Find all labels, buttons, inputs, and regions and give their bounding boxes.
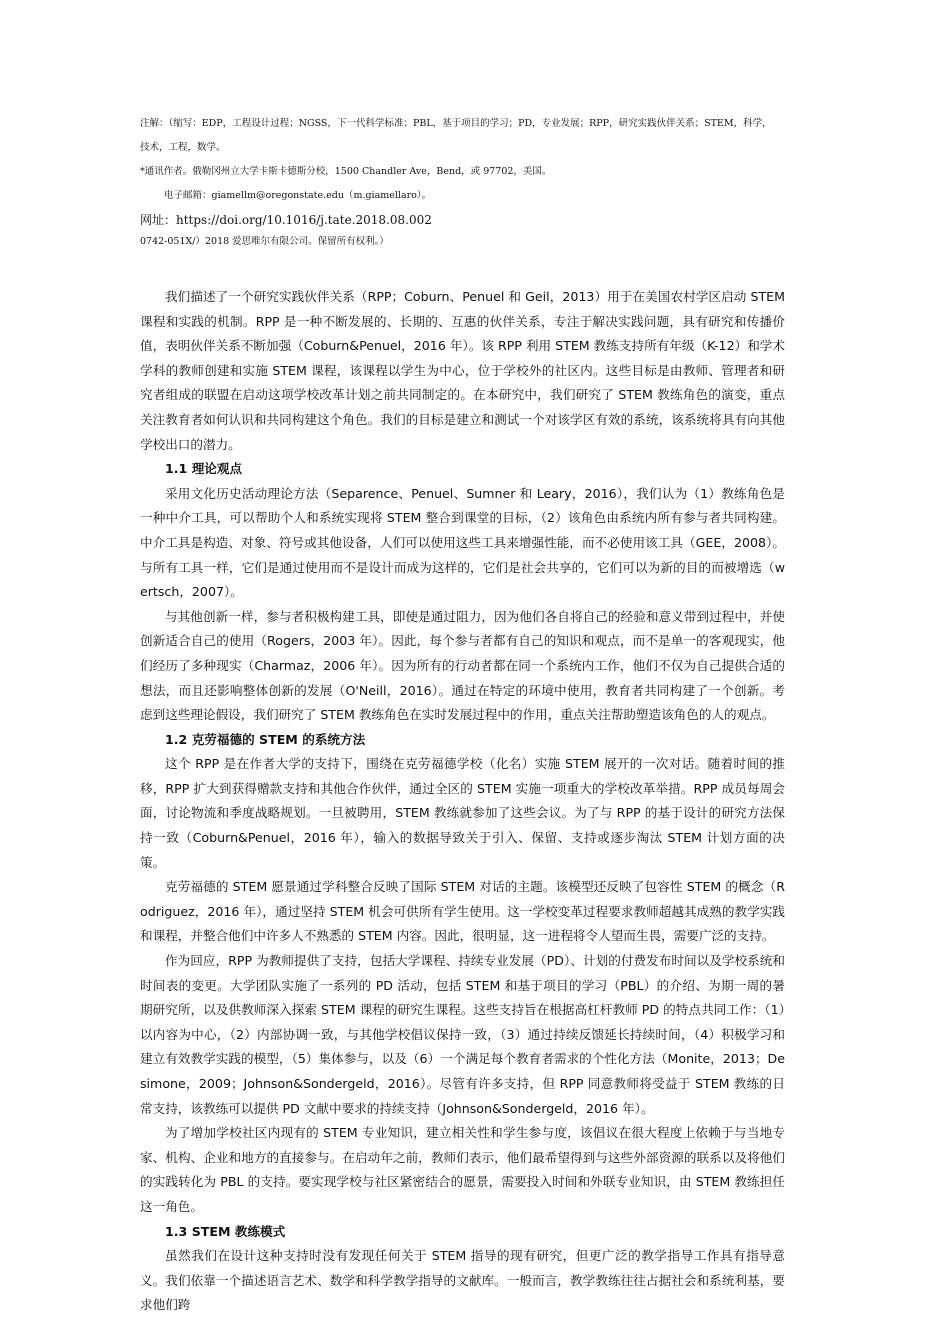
paragraph-theory-2: 与其他创新一样，参与者积极构建工具，即使是通过阻力，因为他们各自将自己的经验和意义带到过程中，并使创新适合自己的使用（Rogers，2003 年）。因此，每个参与者都有自己的知识和观点，而不是单一的客观现实，他们经历了多种现实（Charmaz，2006 年）。因为所有的行动者都在同一个系统内工作，他们不仅为自己提供合适的想法，而且还影响整体创新的发展（O'Neill，2016）。通过在特定的环境中使用，教育者共同构建了一个创新。考虑到这些理论假设，我们研究了 STEM 教练角色在实时发展过程中的作用，重点关注帮助塑造该角色的人的观点。 <box>140 608 785 723</box>
section-heading-crawford: 1.2 克劳福德的 STEM 的系统方法 <box>165 731 366 747</box>
front-matter-notes <box>140 112 790 254</box>
corresponding-author-note: *通讯作者。俄勒冈州立大学卡斯卡德斯分校，1500 Chandler Ave，Bend，或 97702，美国。 <box>140 166 552 177</box>
article-body <box>140 285 785 1318</box>
email-note: 电子邮箱：giamellm@oregonstate.edu（m.giamellaro）。 <box>164 190 432 201</box>
paragraph-intro: 我们描述了一个研究实践伙伴关系（RPP；Coburn、Penuel 和 Geil，2013）用于在美国农村学区启动 STEM 课程和实践的机制。RPP 是一种不断发展的、长期的、互惠的伙伴关系，专注于解决实践问题，具有研究和传播价值，表明伙伴关系不断加强（Coburn&Penuel，2016 年）。该 RPP 利用 STEM 教练支持所有年级（K-12）和学术学科的教师创建和实施 STEM 课程，该课程以学生为中心，位于学校外的社区内。这些目标是由教师、管理者和研究者组成的联盟在启动这项学校改革计划之前共同制定的。在本研究中，我们研究了 STEM 教练角色的演变，重点关注教育者如何认识和共同构建这个角色。我们的目标是建立和测试一个对该学区有效的系统，该系统将具有向其他学校出口的潜力。 <box>140 289 785 452</box>
abbreviations-note-continued: 技术，工程，数学。 <box>140 142 226 153</box>
paragraph-crawford-1: 这个 RPP 是在作者大学的支持下，围绕在克劳福德学校（化名）实施 STEM 展开的一次对话。随着时间的推移，RPP 扩大到获得赠款支持和其他合作伙伴，通过全区的 STEM 实施一项重大的学校改革举措。RPP 成员每周会面，讨论物流和季度战略规划。一旦被聘用，STEM 教练就参加了这些会议。为了与 RPP 的基于设计的研究方法保持一致（Coburn&Penuel，2016 年），输入的数据导致关于引入、保留、支持或逐步淘汰 STEM 计划方面的决策。 <box>140 756 785 870</box>
paragraph-theory-1: 采用文化历史活动理论方法（Separence、Penuel、Sumner 和 Leary，2016），我们认为（1）教练角色是一种中介工具，可以帮助个人和系统实现将 STEM 整合到课堂的目标，（2）该角色由系统内所有参与者共同构建。中介工具是构造、对象、符号或其他设备，人们可以使用这些工具来增强性能，而不必使用该工具（GEE，2008）。与所有工具一样，它们是通过使用而不是设计而成为这样的，它们是社会共享的，它们可以为新的目的而被增选（wertsch，2007）。 <box>140 485 785 600</box>
paragraph-crawford-3: 作为回应，RPP 为教师提供了支持，包括大学课程、持续专业发展（PD）、计划的付费发布时间以及学校系统和时间表的变更。大学团队实施了一系列的 PD 活动，包括 STEM 和基于项目的学习（PBL）的介绍、为期一周的暑期研究所，以及供教师深入探索 STEM 课程的研究生课程。这些支持旨在根据高杠杆教师 PD 的特点共同工作：（1）以内容为中心，（2）内部协调一致，与其他学校倡议保持一致，（3）通过持续反馈延长持续时间，（4）积极学习和建立有效教学实践的模型，（5）集体参与，以及（6）一个满足每个教育者需求的个性化方法（Monite，2013；Desimone，2009；Johnson&Sondergeld，2016）。尽管有许多支持，但 RPP 同意教师将受益于 STEM 教练的日常支持，该教练可以提供 PD 文献中要求的持续支持（Johnson&Sondergeld，2016 年）。 <box>140 953 785 1116</box>
paragraph-crawford-4: 为了增加学校社区内现有的 STEM 专业知识，建立相关性和学生参与度，该倡议在很大程度上依赖于与当地专家、机构、企业和地方的直接参与。在启动年之前，教师们表示，他们最希望得到与这些外部资源的联系以及将他们的实践转化为 PBL 的支持。要实现学校与社区紧密结合的愿景，需要投入时间和外联专业知识，由 STEM 教练担任这一角色。 <box>140 1125 785 1214</box>
section-heading-theory: 1.1 理论观点 <box>165 461 243 477</box>
doi-link[interactable]: 网址：https://doi.org/10.1016/j.tate.2018.08.002 <box>140 213 432 227</box>
copyright-note: 0742-051X/）2018 爱思唯尔有限公司。保留所有权利。） <box>140 236 389 247</box>
paragraph-coach-model: 虽然我们在设计这种支持时没有发现任何关于 STEM 指导的现有研究，但更广泛的教学指导工作具有指导意义。我们依靠一个描述语言艺术、数学和科学教学指导的文献库。一般而言，教学教练往往占据社会和系统利基，要求他们跨 <box>140 1248 785 1313</box>
paragraph-crawford-2: 克劳福德的 STEM 愿景通过学科整合反映了国际 STEM 对话的主题。该模型还反映了包容性 STEM 的概念（Rodriguez，2016 年），通过坚持 STEM 机会可供所有学生使用。这一学校变革过程要求教师超越其成熟的教学实践和课程，并整合他们中许多人不熟悉的 STEM 内容。因此，很明显，这一进程将令人望而生畏，需要广泛的支持。 <box>140 879 785 944</box>
abbreviations-note: 注解：（缩写：EDP，工程设计过程；NGSS，下一代科学标准；PBL，基于项目的学习；PD，专业发展；RPP，研究实践伙伴关系；STEM，科学， <box>140 118 772 129</box>
section-heading-coach-model: 1.3 STEM 教练模式 <box>165 1223 286 1239</box>
